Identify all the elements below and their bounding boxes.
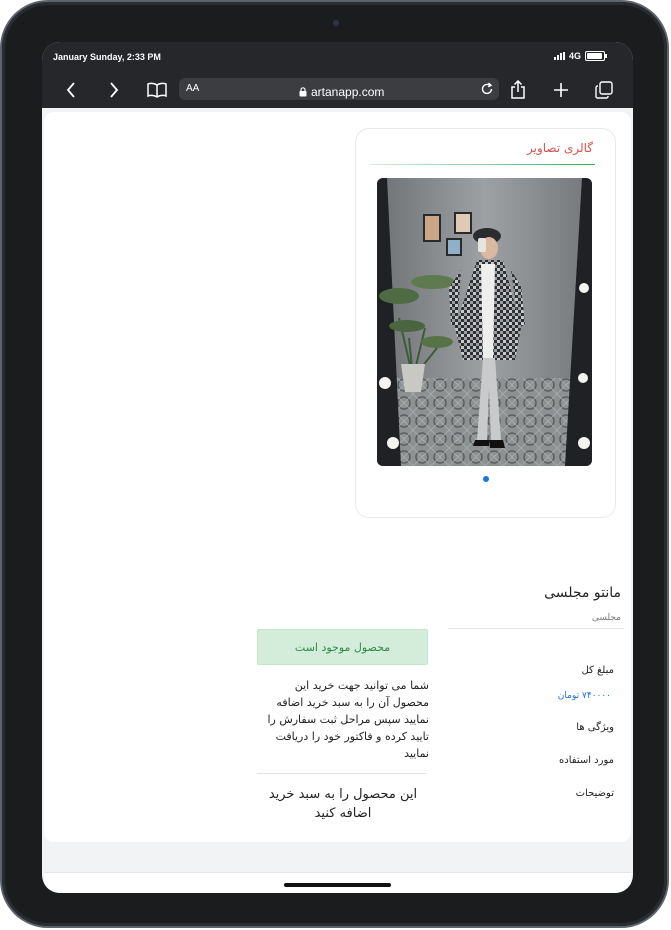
bookmarks-icon[interactable] bbox=[145, 79, 169, 101]
tabs-icon[interactable] bbox=[592, 79, 616, 101]
ipad-frame bbox=[2, 2, 667, 926]
purchase-description: شما می توانید جهت خرید این محصول آن را به سبد خرید اضافه نمایید سپس مراحل ثبت سفارش را تایید کرده و فاکتور خود را دریافت نمایید bbox=[267, 679, 429, 760]
image-gallery bbox=[355, 128, 616, 518]
features-label: ویژگی ها bbox=[576, 722, 614, 733]
product-page bbox=[44, 112, 631, 842]
signal-icon bbox=[554, 52, 565, 60]
status-indicators bbox=[554, 51, 605, 61]
forward-icon[interactable] bbox=[102, 79, 126, 101]
product-title: مانتو مجلسی bbox=[544, 585, 621, 601]
product-category: مجلسی bbox=[591, 613, 621, 623]
total-price-label: مبلغ کل bbox=[581, 665, 614, 676]
network-type: 4G bbox=[568, 51, 581, 61]
url-text: artanapp.com bbox=[311, 84, 385, 99]
screen bbox=[42, 42, 633, 893]
product-photo[interactable] bbox=[377, 178, 592, 466]
description-divider bbox=[257, 773, 427, 774]
notes-label: توضیحات bbox=[575, 788, 614, 799]
gallery-title: گالری تصاویر bbox=[526, 141, 593, 155]
lock-icon bbox=[299, 82, 307, 101]
gallery-divider bbox=[370, 164, 595, 165]
new-tab-icon[interactable] bbox=[549, 79, 573, 101]
price-value: ۷۴۰۰۰۰ تومان bbox=[557, 691, 611, 701]
share-icon[interactable] bbox=[506, 79, 530, 101]
address-bar[interactable] bbox=[179, 78, 499, 100]
browser-toolbar bbox=[42, 72, 633, 108]
front-camera bbox=[333, 20, 339, 26]
back-icon[interactable] bbox=[59, 79, 83, 101]
usage-label: مورد استفاده bbox=[559, 755, 614, 766]
battery-icon bbox=[585, 51, 605, 61]
title-divider bbox=[448, 628, 624, 629]
availability-badge: محصول موجود است bbox=[257, 629, 428, 665]
status-bar bbox=[42, 42, 633, 72]
carousel-dot-active[interactable] bbox=[483, 476, 489, 482]
status-time: January Sunday, 2:33 PM bbox=[53, 52, 161, 62]
url-display[interactable] bbox=[299, 82, 384, 101]
reload-icon[interactable] bbox=[480, 81, 494, 100]
add-to-cart-prompt[interactable]: این محصول را به سبد خرید اضافه کنید bbox=[268, 787, 418, 821]
home-indicator[interactable] bbox=[284, 883, 391, 887]
reader-button[interactable]: AA bbox=[186, 83, 200, 94]
